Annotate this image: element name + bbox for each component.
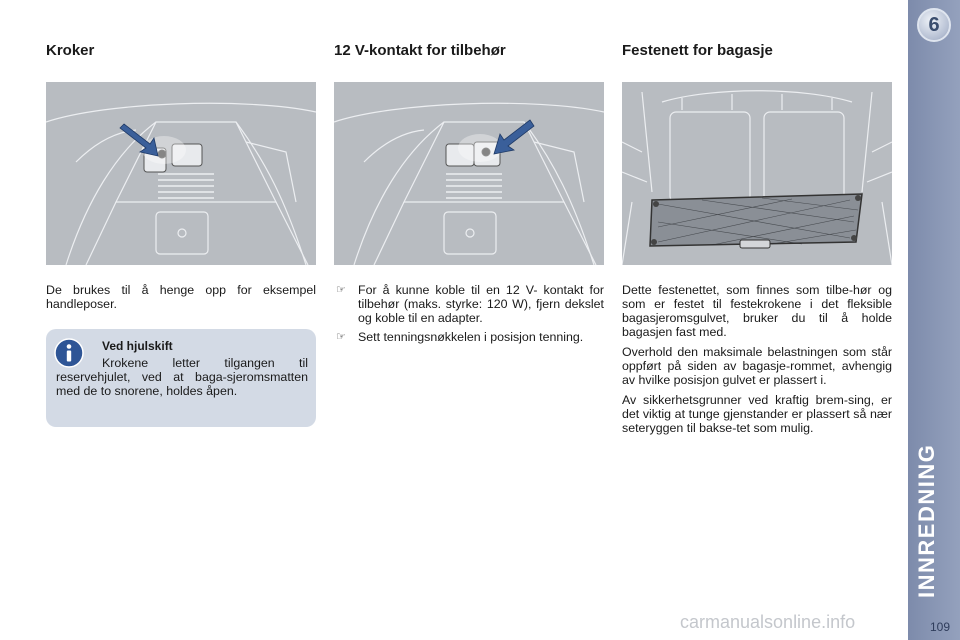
info-box <box>46 329 316 427</box>
page-number: 109 <box>929 620 950 634</box>
trunk-socket-drawing <box>334 82 604 265</box>
paragraph: Overhold den maksimale belastningen som står oppført på siden av bagasje-rommet, avhengig av hvilke posisjon gulvet er plassert i. <box>622 345 892 387</box>
list-item: ☞ Sett tenningsnøkkelen i posisjon tenning. <box>336 330 584 344</box>
list-item: ☞ For å kunne koble til en 12 V- kontakt for tilbehør (maks. styrke: 120 W), fjern dekslet og koble til en adapter. <box>336 283 604 325</box>
section-heading: Festenett for bagasje <box>622 42 773 59</box>
chapter-badge <box>917 8 951 42</box>
socket-instructions <box>334 283 604 349</box>
pointing-hand-icon: ☞ <box>336 331 346 343</box>
net-illustration <box>622 82 892 265</box>
socket-illustration <box>334 82 604 265</box>
info-body: Krokene letter tilgangen til reservehjulet, ved at baga-sjeromsmatten med de to snorene, holdes åpen. <box>56 356 308 398</box>
section-heading: 12 V-kontakt for tilbehør <box>334 42 506 59</box>
net-description <box>622 283 892 441</box>
info-title: Ved hjulskift <box>102 339 173 353</box>
paragraph: Av sikkerhetsgrunner ved kraftig brem-sing, er det viktig at tunge gjenstander er plassert så nær seteryggen til bakse-tet som mulig. <box>622 393 892 435</box>
trunk-net-drawing <box>622 82 892 265</box>
hooks-description: De brukes til å henge opp for eksempel handleposer. <box>46 283 316 311</box>
hooks-illustration <box>46 82 316 265</box>
chapter-number: 6 <box>928 14 940 36</box>
paragraph: Dette festenettet, som finnes som tilbe-hør og som er festet til festekrokene i det fleksible bagasjeromsgulvet, bruker du til å holde bagasjen fast med. <box>622 283 892 339</box>
watermark: carmanualsonline.info <box>680 612 856 632</box>
pointing-hand-icon: ☞ <box>336 284 346 296</box>
chapter-sidebar <box>908 0 960 640</box>
section-heading: Kroker <box>46 42 95 59</box>
trunk-hooks-drawing <box>46 82 316 265</box>
section-label: INNREDNING <box>914 443 939 598</box>
